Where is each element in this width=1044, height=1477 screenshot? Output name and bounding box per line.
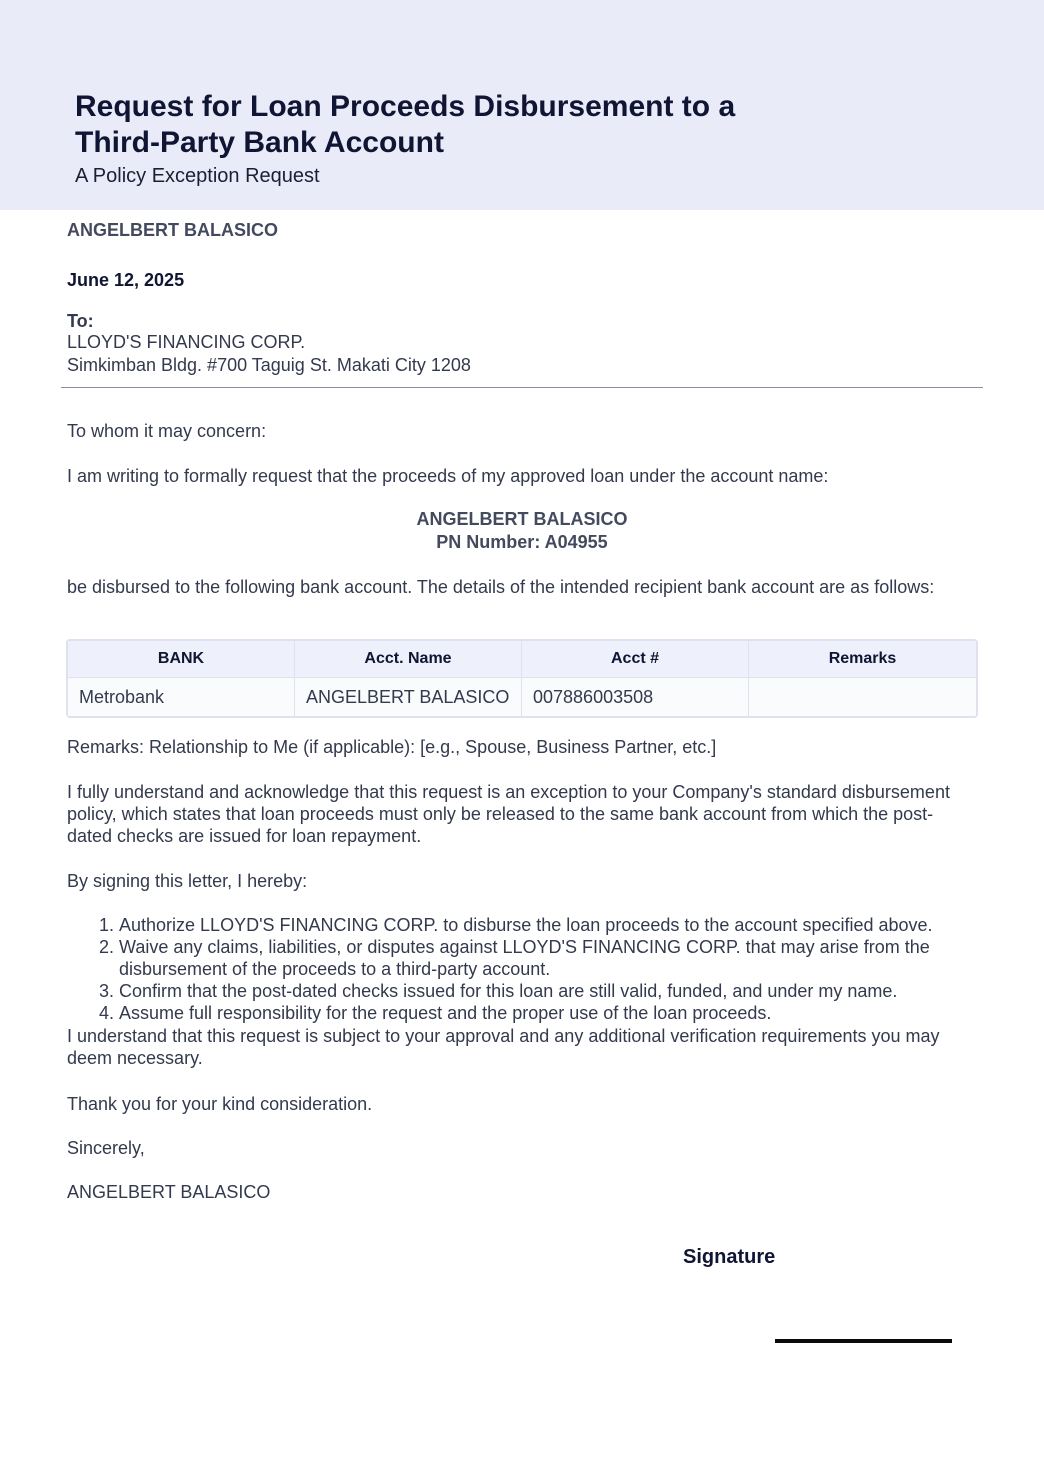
recipient-label: To: [67, 311, 94, 331]
signature-label: Signature [683, 1246, 776, 1268]
signing-intro: By signing this letter, I hereby: [67, 871, 308, 891]
column-header-acct-number: Acct # [522, 641, 749, 678]
recipient-address: Simkimban Bldg. #700 Taguig St. Makati City 1208 [67, 355, 471, 375]
list-item: 4. Assume full responsibility for the request and the proper use of the loan proceeds. [119, 1002, 1039, 1024]
details-intro: be disbursed to the following bank account. The details of the intended recipient bank account are as follows: [67, 577, 935, 597]
closing: Sincerely, [67, 1138, 145, 1158]
column-header-remarks: Remarks [749, 641, 976, 678]
document-title: Request for Loan Proceeds Disbursement to a Third-Party Bank Account [75, 90, 736, 159]
signature-line [775, 1339, 952, 1343]
list-item: 3. Confirm that the post-dated checks issued for this loan are still valid, funded, and under my name. [119, 980, 1039, 1002]
terms-list [67, 914, 1039, 1024]
divider [61, 387, 983, 388]
cell-remarks [749, 678, 976, 716]
table-header-row [68, 641, 976, 678]
intro-paragraph: I am writing to formally request that the proceeds of my approved loan under the account name: [67, 466, 829, 486]
cell-acct-number: 007886003508 [522, 678, 749, 716]
acknowledgement-paragraph: I fully understand and acknowledge that this request is an exception to your Company's standard disbursement policy, which states that loan proceeds must only be released to the same bank account from which the post-dated checks are issued for loan repayment. [67, 782, 950, 846]
salutation: To whom it may concern: [67, 421, 267, 441]
document-subtitle: A Policy Exception Request [75, 165, 320, 187]
cell-bank: Metrobank [68, 678, 295, 716]
column-header-bank: BANK [68, 641, 295, 678]
account-holder-name: ANGELBERT BALASICO [416, 509, 628, 529]
column-header-acct-name: Acct. Name [295, 641, 522, 678]
letter-date: June 12, 2025 [67, 270, 185, 290]
thanks-line: Thank you for your kind consideration. [67, 1094, 373, 1114]
list-item: 1. Authorize LLOYD'S FINANCING CORP. to disburse the loan proceeds to the account specified above. [119, 914, 1039, 936]
list-item: 2. Waive any claims, liabilities, or disputes against LLOYD'S FINANCING CORP. that may arise from the disbursement of the proceeds to a third-party account. [119, 936, 1039, 980]
pn-number: PN Number: A04955 [436, 532, 608, 552]
closing-name: ANGELBERT BALASICO [67, 1182, 271, 1202]
approval-note: I understand that this request is subject to your approval and any additional verification requirements you may deem necessary. [67, 1026, 940, 1068]
recipient-company: LLOYD'S FINANCING CORP. [67, 332, 306, 352]
cell-acct-name: ANGELBERT BALASICO [295, 678, 522, 716]
remarks-note: Remarks: Relationship to Me (if applicable): [e.g., Spouse, Business Partner, etc.] [67, 737, 717, 757]
bank-account-table [66, 639, 978, 718]
sender-name: ANGELBERT BALASICO [67, 220, 278, 240]
table-row [68, 678, 976, 716]
